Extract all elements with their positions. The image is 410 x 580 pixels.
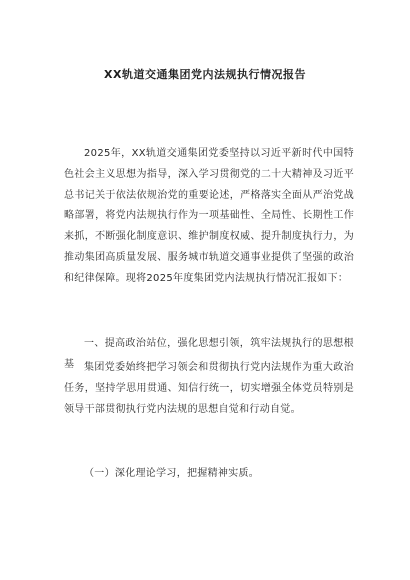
document-title: XX轨道交通集团党内法规执行情况报告 xyxy=(104,68,306,81)
section-heading: 一、提高政治站位，强化思想引领，筑牢法规执行的思想根基 xyxy=(64,338,354,370)
subsection-heading: （一）深化理论学习，把握精神实质。 xyxy=(84,468,260,479)
intro-paragraph: 2025年，XX轨道交通集团党委坚持以习近平新时代中国特色社会主义思想为指导，深入学习贯彻党的二十大精神及习近平总书记关于依法依规治党的重要论述，严格落实全面从严治党战略部署，将党内法规执行作为一项基础性、全局性、长期性工作来抓，不断强化制度意识、维护制度权威、提升制度执行力，为推动集团高质量发展、服务城市轨道交通事业提供了坚强的政治和纪律保障。现将2025年度集团党内法规执行情况汇报如下： xyxy=(64,148,354,284)
section-paragraph: 集团党委始终把学习领会和贯彻执行党内法规作为重大政治任务，坚持学思用贯通、知信行统一，切实增强全体党员特别是领导干部贯彻执行党内法规的思想自觉和行动自觉。 xyxy=(64,362,354,415)
